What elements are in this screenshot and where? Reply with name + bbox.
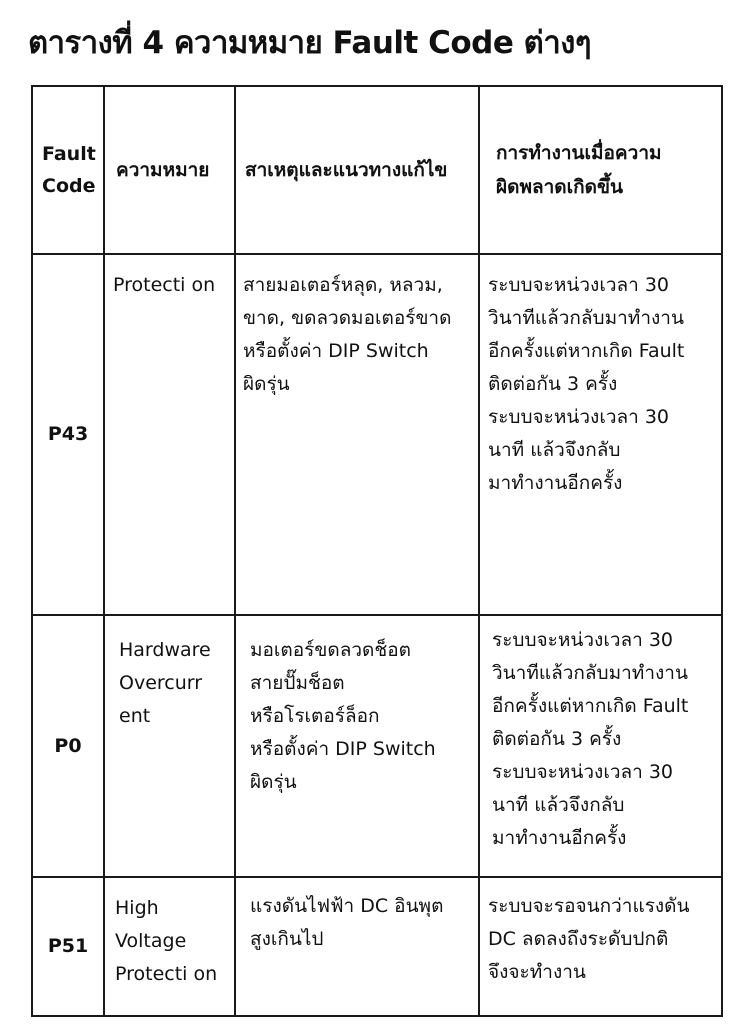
action-line: ระบบจะหน่วงเวลา 30	[492, 761, 674, 783]
cause-line: ผิดรุ่น	[243, 373, 290, 395]
action-line: อีกครั้งแต่หากเกิด Fault	[488, 340, 685, 362]
cause-line: หรือตั้งค่า DIP Switch	[250, 738, 436, 760]
fault-code-cell: P0	[32, 615, 104, 877]
action-line: นาที แล้วจึงกลับ	[492, 794, 625, 816]
meaning-line: Voltage	[115, 930, 187, 952]
header-action-line: ผิดพลาดเกิดขึ้น	[496, 176, 623, 198]
action-line: ระบบจะรอจนกว่าแรงดัน	[488, 895, 690, 917]
action-line: ระบบจะหน่วงเวลา 30	[492, 629, 674, 651]
action-line: วินาทีแล้วกลับมาทำงาน	[492, 662, 688, 684]
action-line: มาทำงานอีกครั้ง	[488, 472, 623, 494]
action-line: DC ลดลงถึงระดับปกติ	[488, 928, 669, 950]
action-line: ระบบจะหน่วงเวลา 30	[488, 274, 670, 296]
table-header-row	[32, 86, 722, 254]
meaning-line: Protecti on	[113, 274, 216, 296]
cause-line: หรือโรเตอร์ล็อก	[250, 705, 380, 727]
action-line: ระบบจะหน่วงเวลา 30	[488, 406, 670, 428]
cause-line: ผิดรุ่น	[250, 771, 297, 793]
header-meaning: ความหมาย	[104, 86, 235, 254]
action-cell	[479, 615, 722, 877]
cause-line: สายปั๊มช็อต	[250, 672, 345, 694]
fault-code-table	[31, 85, 723, 1017]
action-line: ติดต่อกัน 3 ครั้ง	[492, 728, 622, 750]
cause-cell	[235, 877, 479, 1016]
fault-code-cell: P43	[32, 254, 104, 615]
meaning-line: Protecti on	[115, 963, 218, 985]
meaning-line: ent	[119, 705, 151, 727]
header-action-line: การทำงานเมื่อความ	[496, 142, 662, 164]
action-cell	[479, 877, 722, 1016]
header-fault-code	[32, 86, 104, 254]
header-cause-and-fix: สาเหตุและแนวทางแก้ไข	[235, 86, 479, 254]
cause-line: สูงเกินไป	[250, 928, 324, 950]
header-fault-code-line: Code	[42, 175, 96, 197]
action-cell	[479, 254, 722, 615]
action-line: นาที แล้วจึงกลับ	[488, 439, 621, 461]
meaning-line: Hardware	[119, 639, 211, 661]
cause-line: หรือตั้งค่า DIP Switch	[243, 340, 429, 362]
page-title: ตารางที่ 4 ความหมาย Fault Code ต่างๆ	[28, 25, 592, 61]
action-line: จึงจะทำงาน	[488, 961, 586, 983]
table-row	[32, 877, 722, 1016]
fault-code-cell: P51	[32, 877, 104, 1016]
table-row	[32, 615, 722, 877]
table-row	[32, 254, 722, 615]
header-action-on-error	[479, 86, 722, 254]
meaning-cell	[104, 615, 235, 877]
meaning-cell	[104, 877, 235, 1016]
action-line: มาทำงานอีกครั้ง	[492, 827, 627, 849]
header-fault-code-line: Fault	[42, 143, 96, 165]
meaning-line: High	[115, 897, 159, 919]
cause-line: แรงดันไฟฟ้า DC อินพุต	[250, 895, 444, 917]
meaning-cell	[104, 254, 235, 615]
action-line: ติดต่อกัน 3 ครั้ง	[488, 373, 618, 395]
action-line: วินาทีแล้วกลับมาทำงาน	[488, 307, 684, 329]
cause-cell	[235, 254, 479, 615]
action-line: อีกครั้งแต่หากเกิด Fault	[492, 695, 689, 717]
cause-cell	[235, 615, 479, 877]
cause-line: มอเตอร์ขดลวดช็อต	[250, 639, 412, 661]
meaning-line: Overcurr	[119, 672, 203, 694]
cause-line: สายมอเตอร์หลุด, หลวม,	[243, 274, 443, 296]
cause-line: ขาด, ขดลวดมอเตอร์ขาด	[243, 307, 452, 329]
